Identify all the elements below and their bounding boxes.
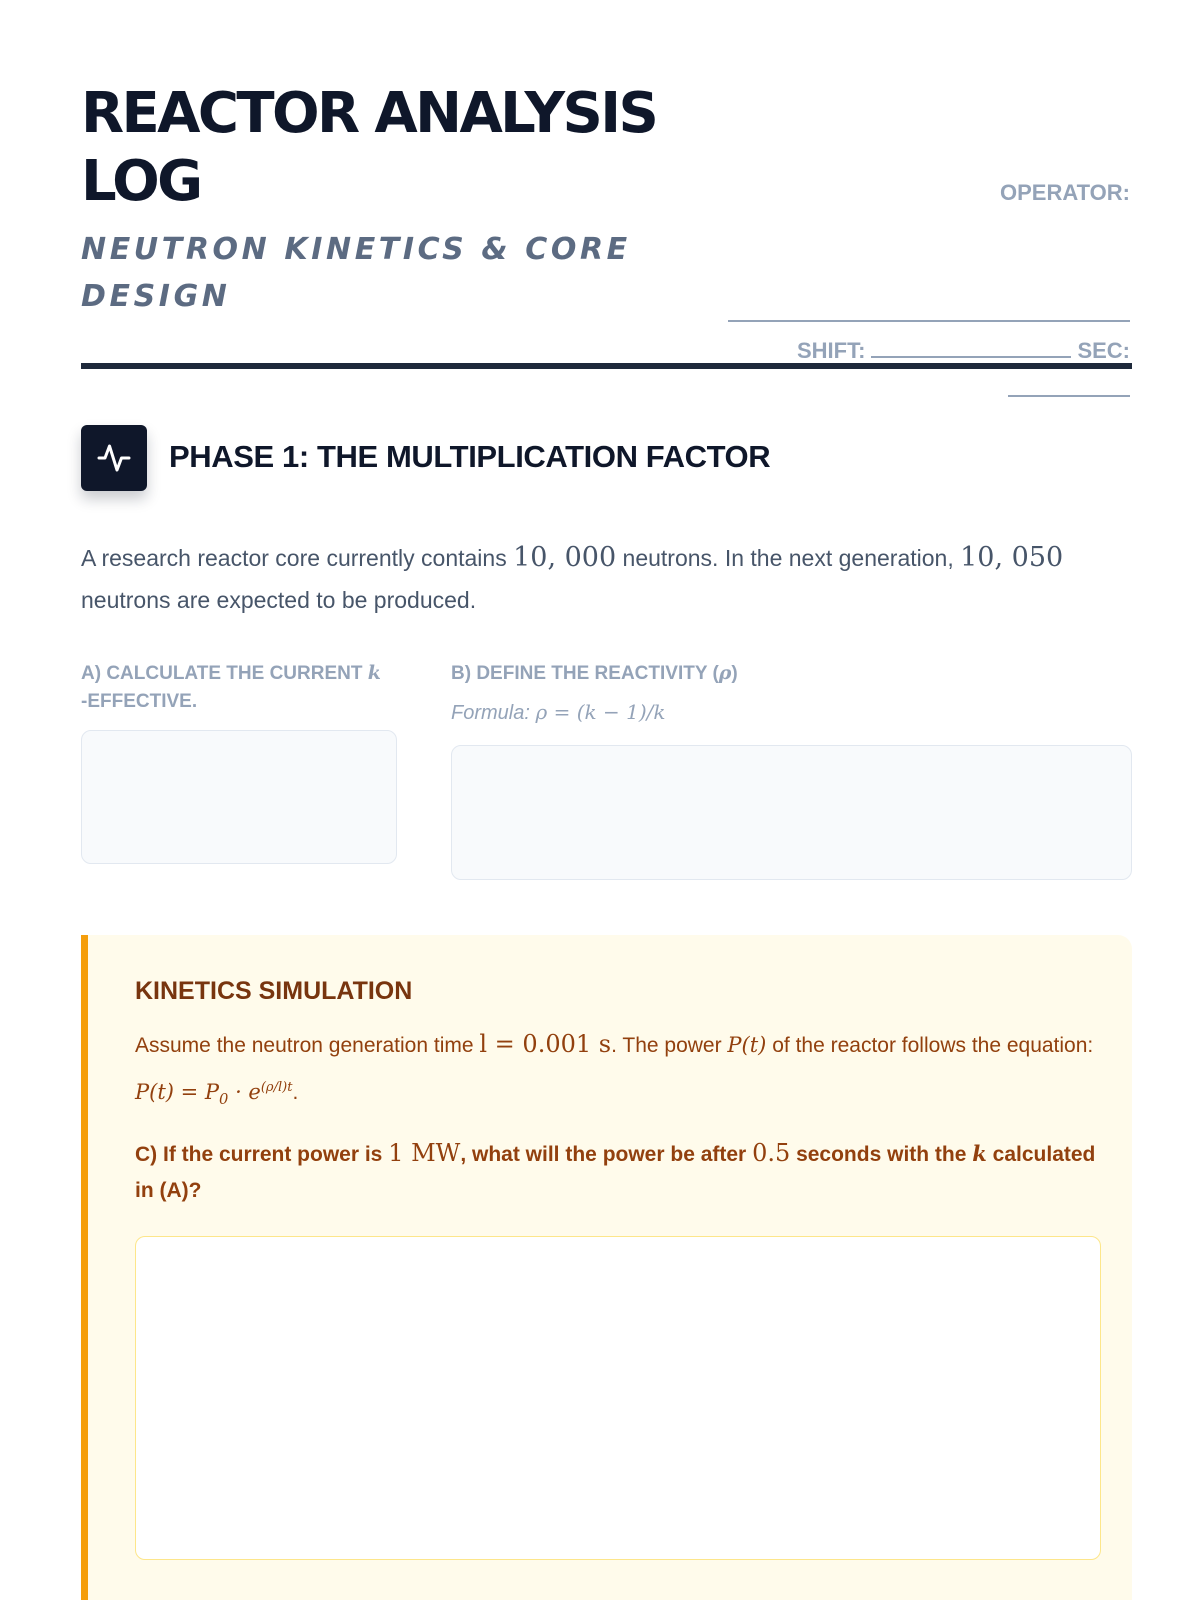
neutron-count-next: 10, 050 [960,542,1064,573]
k-variable: k [972,1141,987,1166]
kinetics-text: Assume the neutron generation time [135,1034,480,1057]
activity-pulse-icon [81,425,147,491]
reactivity-formula [451,700,665,725]
document-header [81,80,1130,370]
answer-c-field[interactable] [135,1236,1101,1560]
shift-field[interactable] [871,338,1071,358]
power-equation-subscript: 0 [219,1091,229,1109]
power-function: P(t) [727,1033,767,1057]
kinetics-text: . The power [611,1034,728,1057]
question-a-text: A) CALCULATE THE CURRENT [81,663,368,684]
problem-statement [81,537,1132,621]
k-variable: k [367,662,381,684]
question-a-text: -EFFECTIVE. [81,691,198,712]
page-title: REACTOR ANALYSIS LOG [81,81,657,214]
power-equation [135,1080,293,1109]
kinetics-panel [81,935,1132,1600]
question-b-text: B) DEFINE THE REACTIVITY ( [451,663,719,684]
time-value: 0.5 [752,1139,791,1167]
answer-a-field[interactable] [81,730,397,864]
intro-text: A research reactor core currently contains [81,545,514,571]
question-c-text: C) If the current power is [135,1143,389,1166]
sec-field[interactable] [1008,395,1130,397]
current-power-value: 1 MW [388,1139,461,1167]
formula-expression: ρ = (k − 1)/k [535,700,666,724]
formula-prefix: Formula: [451,702,536,724]
page-subtitle: NEUTRON KINETICS & CORE DESIGN [81,232,631,314]
shift-sec-row [797,338,1130,364]
question-b-text: ) [731,663,738,684]
operator-label: OPERATOR: [1000,180,1130,205]
question-c-text: calculated in (A)? [135,1143,1096,1202]
shift-label: SHIFT: [796,338,866,363]
question-a-label [81,659,401,716]
kinetics-text: of the reactor follows the equation: [766,1034,1094,1057]
neutron-count-current: 10, 000 [513,542,617,573]
generation-time-eq: l = 0.001 s [479,1030,612,1058]
header-divider [81,363,1132,369]
kinetics-text: . [292,1081,299,1104]
kinetics-description [135,1023,1095,1121]
question-c-label [135,1135,1115,1209]
question-c-text: seconds with the [790,1143,973,1166]
operator-field[interactable] [728,320,1130,322]
question-c-text: , what will the power be after [460,1143,753,1166]
intro-text: neutrons. In the next generation, [616,545,961,571]
question-b-label [451,659,1131,688]
power-equation-exponent: (ρ/l)t [260,1080,293,1095]
rho-variable: ρ [718,662,732,684]
sec-label: SEC: [1077,338,1130,363]
intro-text: neutrons are expected to be produced. [81,587,477,613]
answer-b-field[interactable] [451,745,1132,880]
kinetics-title: KINETICS SIMULATION [135,977,413,1005]
power-equation-main: P(t) = P [135,1080,220,1104]
power-equation-base: · e [228,1080,261,1104]
phase-title: PHASE 1: THE MULTIPLICATION FACTOR [169,439,771,474]
